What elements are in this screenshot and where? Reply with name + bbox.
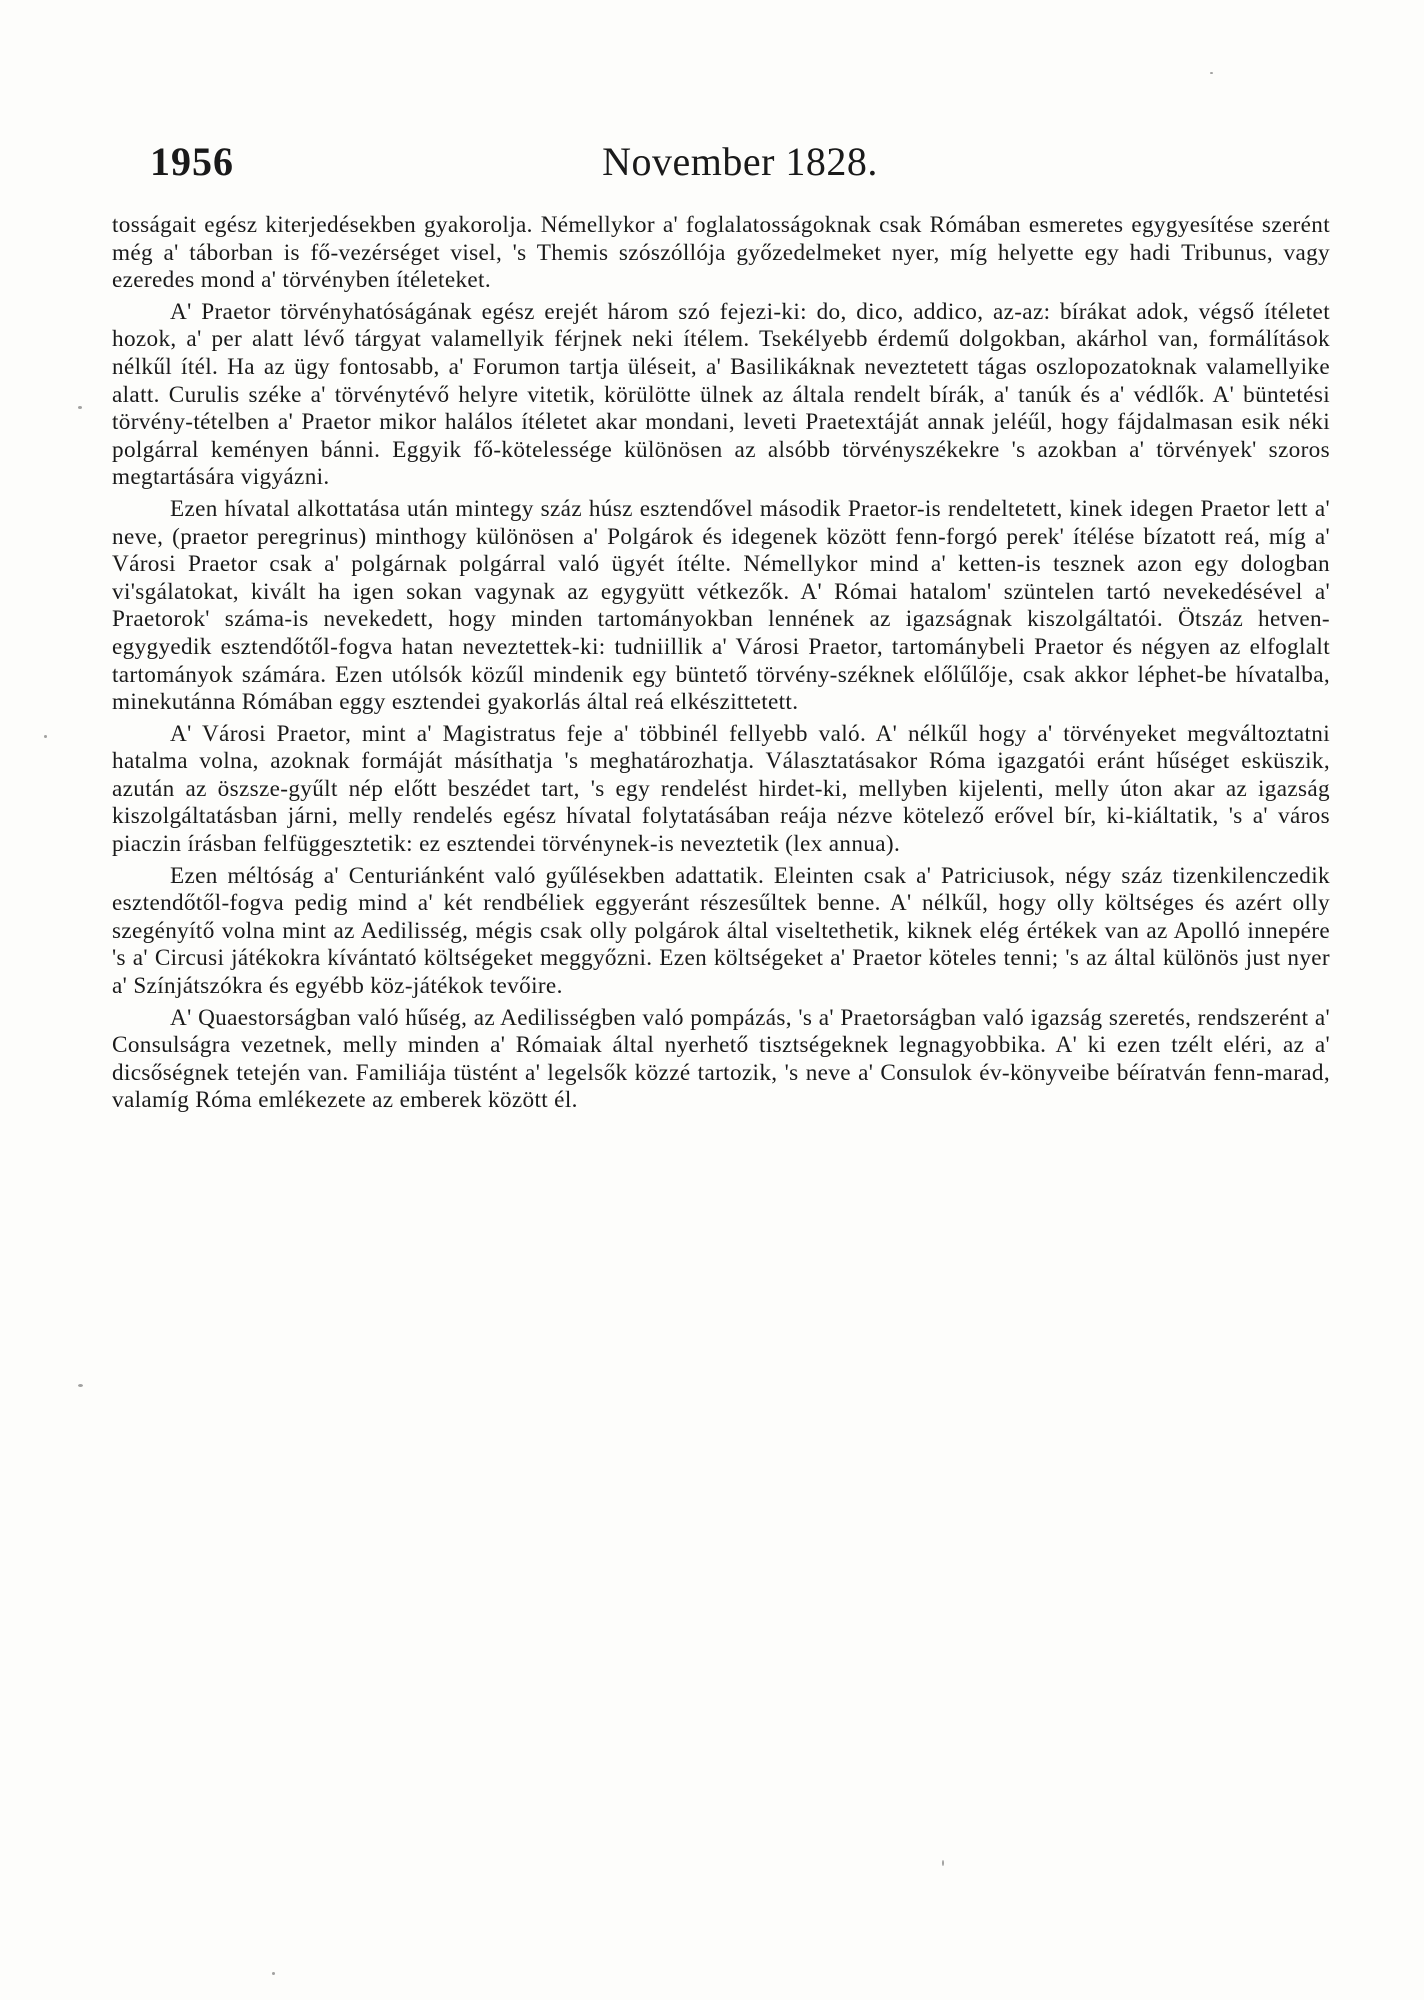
body-text: [112, 212, 1330, 1119]
running-title: November 1828.: [602, 139, 878, 184]
scan-speck: [272, 1972, 275, 1975]
paragraph-city-praetor: A' Városi Praetor, mint a' Magistratus feje a' többinél fellyebb való. A' nélkűl hogy a' törvényeket megváltoztatni hatalma volna, azoknak formáját másíthatja 's meghatározhatja. Választatásakor Róma igazgatói eránt hűséget esküszik, azután az öszsze-gyűlt nép előtt beszédet tart, 's egy rendelést hirdet-ki, mellyben kijelenti, melly úton akar az igazság kiszolgáltatásban járni, melly rendelés egész hívatal folytatásában reája nézve kötelező erővel bír, ki-kiáltatik, 's a' város piaczin írásban felfüggesztetik: ez esztendei törvénynek-is neveztetik (lex annua).: [112, 720, 1330, 858]
paragraph-second-praetor: Ezen hívatal alkottatása után mintegy száz húsz esztendővel második Praetor-is rendeltetett, kinek idegen Praetor lett a' neve, (praetor peregrinus) minthogy különösen a' Polgárok és idegenek között fenn-forgó perek' ítélése bízatott reá, míg a' Városi Praetor csak a' polgárnak polgárral való ügyét ítélte. Némellykor mind a' ketten-is tesznek azon egy dologban vi'sgálatokat, kivált ha igen sokan vagynak az egygyütt vétkezők. A' Római hatalom' szüntelen tartó nevekedésével a' Praetorok' száma-is nevekedett, hogy minden tartományokban lennének az igazságnak kiszolgáltatói. Ötszáz hetven-egygyedik esztendőtől-fogva hatan neveztettek-ki: tudniillik a' Városi Praetor, tartománybeli Praetor és négyen az elfoglalt tartományok számára. Ezen utólsók közűl mindenik egy büntető törvény-széknek előlűlője, csak akkor léphet-be hívatalba, minekutánna Rómában eggy esztendei gyakorlás által reá elkészittetett.: [112, 495, 1330, 716]
paragraph-consulship: A' Quaestorságban való hűség, az Aedilisségben való pompázás, 's a' Praetorságban való igazság szeretés, rendszerént a' Consulságra vezetnek, melly minden a' Rómaiak által nyerhető tisztségeknek legnagyobbika. A' ki ezen tzélt eléri, az a' dicsőségnek tetején van. Familiája tüstént a' legelsők közzé tartozik, 's neve a' Consulok év-könyveibe béíratván fenn-marad, valamíg Róma emlékezete az emberek között él.: [112, 1004, 1330, 1114]
paragraph-praetor-authority: A' Praetor törvényhatóságának egész erejét három szó fejezi-ki: do, dico, addico, az-az: bírákat adok, végső ítéletet hozok, a' per alatt lévő tárgyat valamellyik férjnek neki ítélem. Tsekélyebb érdemű dolgokban, akárhol van, formálítások nélkűl ítél. Ha az ügy fontosabb, a' Forumon tartja üléseit, a' Basilikáknak neveztetett tágas oszlopozatoknak valamellyike alatt. Curulis széke a' törvénytévő helyre vitetik, körülötte ülnek az általa rendelt bírák, a' tanúk és a' védlők. A' büntetési törvény-tételben a' Praetor mikor halálos ítéletet akar mondani, leveti Praetextáját annak jeléűl, hogy fájdalmasan esik néki polgárral keményen bánni. Eggyik fő-kötelessége különösen az alsóbb törvényszékekre 's azokban a' törvények' szoros megtartására vigyázni.: [112, 298, 1330, 491]
scan-speck: [78, 1384, 83, 1387]
paragraph-centuria-dignity: Ezen méltóság a' Centuriánként való gyűlésekben adattatik. Eleinten csak a' Patriciusok, négy száz tizenkilenczedik esztendőtől-fogva pedig mind a' két rendbéliek eggyeránt részesűltek benne. A' nélkűl, hogy olly költséges és azért olly szegényítő volna mint az Aedilisség, mégis csak olly polgárok által viseltethetik, kiknek elég értékek van az Apolló innepére 's a' Circusi játékokra kívántató költségeket meggyőzni. Ezen költségeket a' Praetor köteles tenni; 's az által különös just nyer a' Színjátszókra és egyébb köz-játékok tevőire.: [112, 862, 1330, 1000]
scan-speck: [942, 1860, 944, 1866]
page-header: [150, 138, 1330, 190]
page-number: 1956: [150, 139, 234, 184]
scan-speck: [78, 406, 82, 409]
scan-speck: [44, 735, 47, 738]
paragraph-continuation: tosságait egész kiterjedésekben gyakorolja. Némellykor a' foglalatosságoknak csak Rómában esmeretes egygyesítése szerént még a' táborban is fő-vezérséget visel, 's Themis szószóllója győzedelmeket nyer, míg helyette egy hadi Tribunus, vagy ezeredes mond a' törvényben ítéleteket.: [112, 212, 1330, 294]
scan-speck: [1210, 72, 1213, 74]
